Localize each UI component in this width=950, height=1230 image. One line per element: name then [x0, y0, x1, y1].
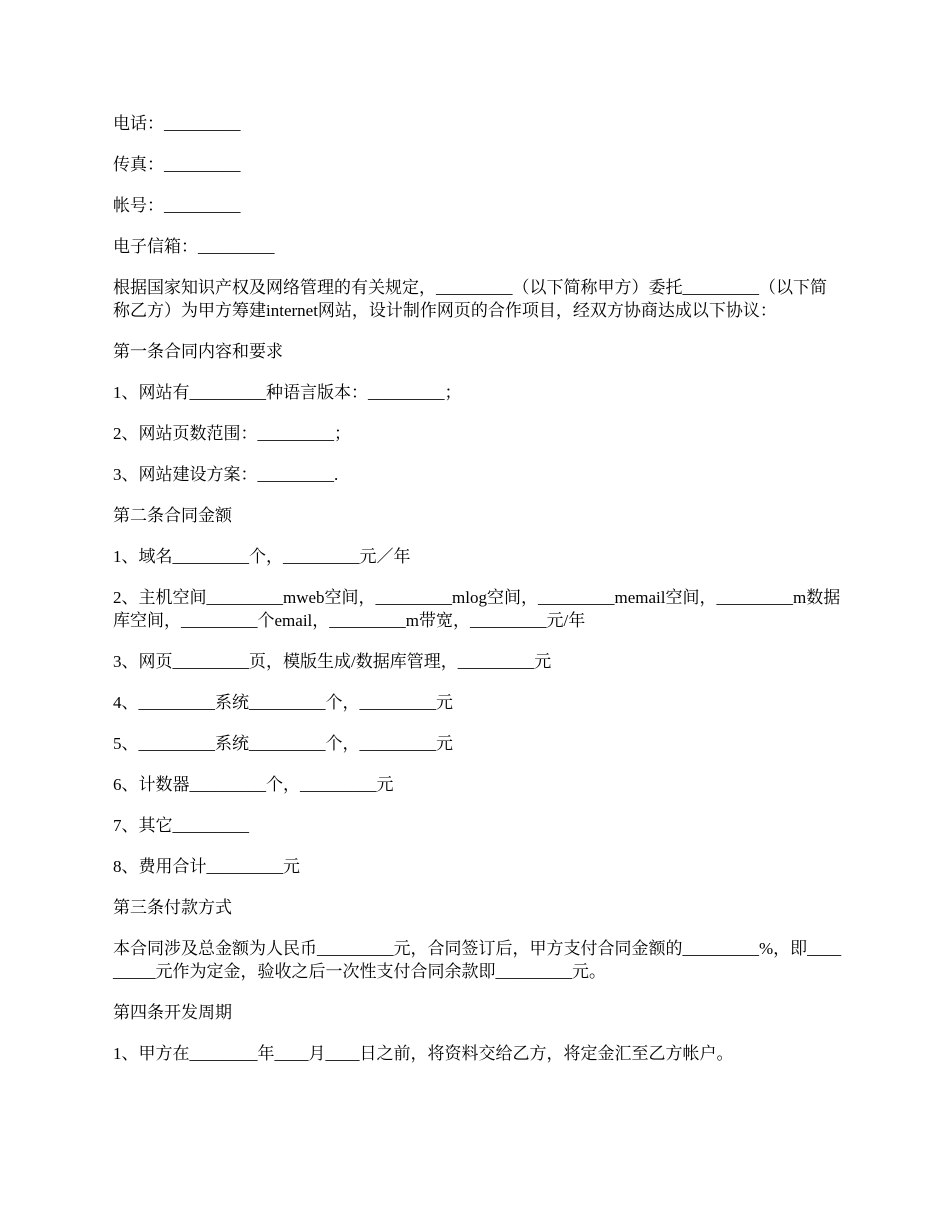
article-2-item-5: 5、_________系统_________个，_________元 [113, 734, 453, 753]
phone-line: 电话：_________ [113, 114, 241, 133]
email-line: 电子信箱：_________ [113, 237, 275, 256]
article-2-heading: 第二条合同金额 [113, 506, 232, 525]
article-3-paragraph: 本合同涉及总金额为人民币_________元，合同签订后，甲方支付合同金额的_________%，即_________元作为定金，验收之后一次性支付合同余款即_________元。 [113, 939, 842, 981]
article-4-heading: 第四条开发周期 [113, 1003, 232, 1022]
article-2-item-8: 8、费用合计_________元 [113, 857, 300, 876]
article-1-item-1: 1、网站有_________种语言版本：_________； [113, 383, 462, 402]
fax-line: 传真：_________ [113, 155, 241, 174]
article-1-item-2: 2、网站页数范围：_________； [113, 424, 351, 443]
article-1-item-3: 3、网站建设方案：_________. [113, 465, 339, 484]
preamble-paragraph: 根据国家知识产权及网络管理的有关规定，_________（以下简称甲方）委托_________（以下简称乙方）为甲方筹建internet网站，设计制作网页的合作项目，经双方协商达成以下协议： [113, 278, 827, 320]
document-body [113, 112, 843, 1083]
article-2-item-2: 2、主机空间_________mweb空间，_________mlog空间，_________memail空间，_________m数据库空间，_________个email，_________m带宽，_________元/年 [113, 588, 841, 630]
account-line: 帐号：_________ [113, 196, 241, 215]
article-2-item-7: 7、其它_________ [113, 816, 249, 835]
article-1-heading: 第一条合同内容和要求 [113, 342, 283, 361]
article-2-item-4: 4、_________系统_________个，_________元 [113, 693, 453, 712]
article-3-heading: 第三条付款方式 [113, 898, 232, 917]
article-2-item-3: 3、网页_________页，模版生成/数据库管理，_________元 [113, 652, 552, 671]
article-2-item-6: 6、计数器_________个，_________元 [113, 775, 394, 794]
article-4-item-1: 1、甲方在________年____月____日之前，将资料交给乙方，将定金汇至乙方帐户。 [113, 1044, 734, 1063]
article-2-item-1: 1、域名_________个，_________元／年 [113, 547, 411, 566]
